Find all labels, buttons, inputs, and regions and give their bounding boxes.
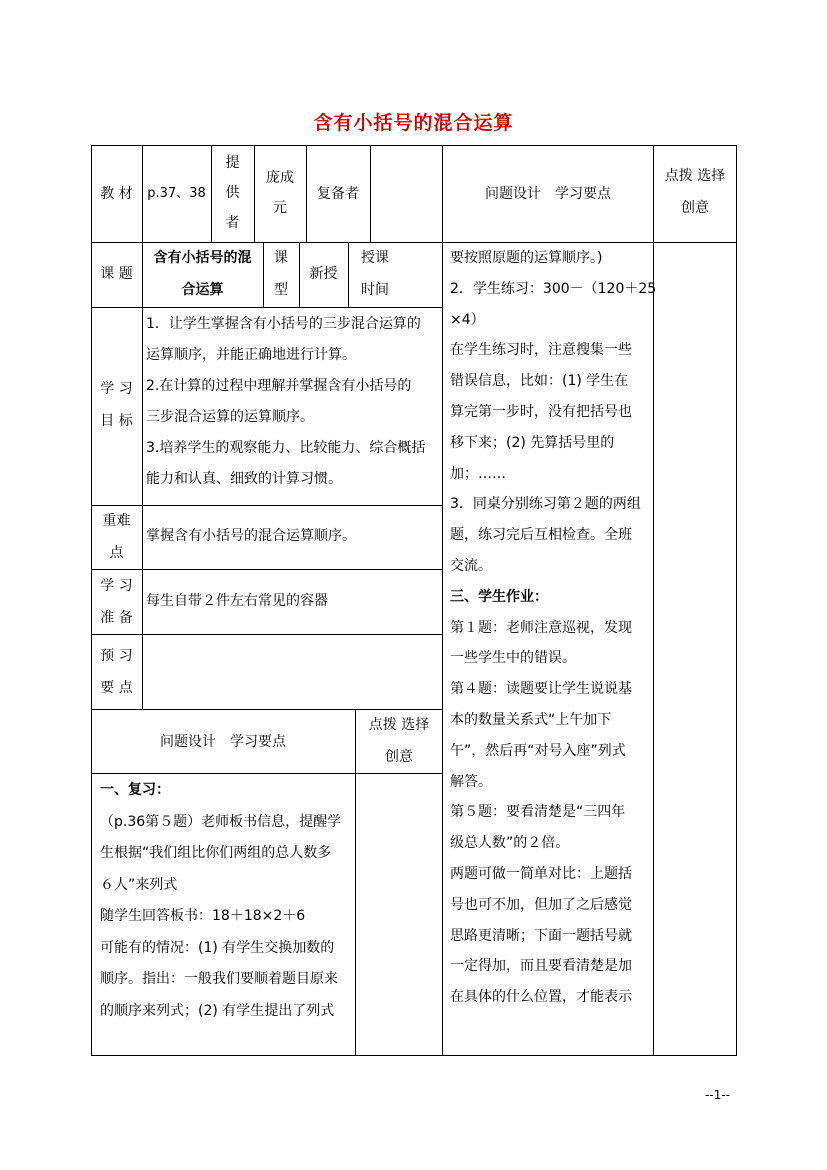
tigongzhe-value: 庞成 元 [266,170,294,216]
kexing-value: 新授 [309,266,338,282]
mubiao-label: 学 习 目 标 [100,381,133,429]
zuoye-heading: 三、学生作业： [450,588,548,605]
fuxi-content: 一、复习： （p.36第５题）老师板书信息，提醒学 生根据“我们组比你们两组的总人数多 ６人”来列式 随学生回答板书：18＋18×2＋6 可能有的情况：(1) 有学生交换加数的 顺序。指出：一般我们要顺着题目原来 的顺序来列式；(2) 有学生提出了列式 [100,775,341,1027]
shijian-label: 授课 时间 [361,250,389,298]
page-number: --1-- [705,1088,730,1102]
jiaocai-label: 教 材 [100,186,133,202]
lower-question-design-header: 问题设计 学习要点 [160,734,286,750]
zhongnan-value: 掌握含有小括号的混合运算顺序。 [146,528,356,544]
yuxi-label: 预 习 要 点 [100,648,133,696]
tigongzhe-label: 提 供 者 [225,155,240,231]
kexing-label: 课 型 [274,250,288,298]
fuxi-heading: 一、复习： [100,782,170,798]
keti-value: 含有小括号的混 合运算 [153,250,252,298]
jiaocai-value: p.37、38 [147,186,206,201]
zhunbei-label: 学 习 准 备 [100,578,133,626]
zhunbei-value: 每生自带２件左右常见的容器 [146,593,328,609]
page-title: 含有小括号的混合运算 [313,112,514,134]
mubiao-content: 1．让学生掌握含有小括号的三步混合运算的 运算顺序，并能正确地进行计算。 2.在计算的过程中理解并掌握含有小括号的 三步混合运算的运算顺序。 3.培养学生的观察能力、比较能力、综合概括 能力和认真、细致的计算习惯。 [146,316,426,487]
zhongnan-label: 重难 点 [102,513,131,561]
fubeizhe-label: 复备者 [317,186,359,202]
dianbo-header: 点拨 选择 创意 [664,168,726,216]
lower-dianbo-header: 点拨 选择 创意 [368,717,430,765]
question-design-header: 问题设计 学习要点 [485,186,611,202]
keti-label: 课 题 [100,266,133,282]
right-column-content: 要按照原题的运算顺序。) 2．学生练习：300－（120＋25 ×4） 在学生练习时，注意搜集一些 错误信息，比如：(1) 学生在 算完第一步时，没有把括号也 移下来；(2) 先算括号里的 加；…… 3．同桌分别练习第２题的两组 题，练习完后互相检查。全班 交流。 三、学生作业： 第１题：老师注意巡视，发现 一些学生中的错误。 第４题：读题要让学生说说基 本的数量关系式“上午加下 午”，然后再“对号入座”列式 解答。 第５题：要看清楚是“三四年 级总人数”的２倍。 两题可做一简单对比：上题括 号也可不加，但加了之后感觉 思路更清晰；下面一题括号就 一定得加，而且要看清楚是加 在具体的什么位置，才能表示 [450,250,657,1006]
